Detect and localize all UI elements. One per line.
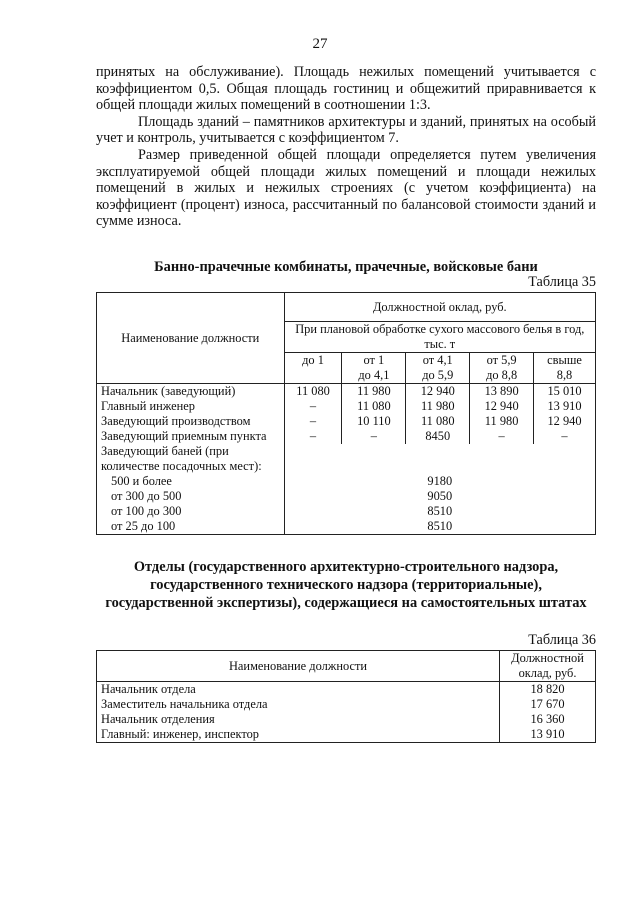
t35-range-b: до 8,8	[486, 368, 518, 382]
table-row	[97, 519, 596, 535]
t35-cell: –	[470, 429, 534, 444]
table-row	[97, 504, 596, 519]
t35-cell: –	[534, 429, 596, 444]
t35-header-salary: Должностной оклад, руб.	[284, 293, 595, 322]
t35-row-name: Главный инженер	[97, 399, 285, 414]
paragraph-2: Площадь зданий – памятников архитектуры и зданий, принятых на особый учет и контроль, учитывается с коэффициентом 7.	[96, 113, 596, 147]
t35-cell: 12 940	[470, 399, 534, 414]
table-row	[97, 384, 596, 400]
t35-range-a: от 5,9	[486, 353, 517, 367]
t36-row-name: Главный: инженер, инспектор	[97, 727, 500, 743]
t36-header-salary: Должностной оклад, руб.	[500, 651, 596, 682]
t35-row-name: Начальник (заведующий)	[97, 384, 285, 400]
t35-cell: 12 940	[406, 384, 470, 400]
table-row	[97, 712, 596, 727]
t35-range-a: до 1	[302, 353, 324, 367]
table35-caption: Таблица 35	[528, 274, 596, 290]
t35-bath-value: 9180	[284, 474, 595, 489]
t35-cell: –	[284, 429, 342, 444]
t36-row-name: Начальник отдела	[97, 682, 500, 698]
paragraph-1: принятых на обслуживание). Площадь нежилых помещений учитывается с коэффициентом 0,5. Общая площадь гостиниц и общежитий приравнивается к общей площади жилых помещений в соотношении 1:3.	[96, 64, 596, 114]
t36-row-value: 18 820	[500, 682, 596, 698]
t35-range-a: свыше	[547, 353, 582, 367]
t35-cell: 13 910	[534, 399, 596, 414]
table36-heading: Отделы (государственного архитектурно-строительного надзора, государственного технического надзора (территориальные), государственной экспертизы), содержащиеся на самостоятельных штатах	[105, 559, 587, 611]
t35-cell: 10 110	[342, 414, 406, 429]
t35-cell: 11 080	[342, 399, 406, 414]
t35-cell: 11 080	[284, 384, 342, 400]
t35-range-b: 8,8	[556, 368, 573, 382]
table-row	[97, 697, 596, 712]
t35-cell: –	[284, 414, 342, 429]
page-number: 27	[312, 36, 328, 52]
t35-range-a: от 1	[363, 353, 385, 367]
t35-range-2	[406, 353, 470, 384]
t35-bath-name: от 300 до 500	[97, 489, 285, 504]
table-35	[96, 292, 596, 535]
t36-row-name: Начальник отделения	[97, 712, 500, 727]
t36-row-name: Заместитель начальника отдела	[97, 697, 500, 712]
t35-range-4	[534, 353, 596, 384]
t35-cell: –	[342, 429, 406, 444]
t35-header-sub: При плановой обработке сухого массового белья в год, тыс. т	[284, 322, 595, 353]
table-row	[97, 682, 596, 698]
t36-header-name: Наименование должности	[97, 651, 500, 682]
t35-row-name: Заведующий производством	[97, 414, 285, 429]
t35-cell: 11 980	[470, 414, 534, 429]
t35-cell: 11 980	[342, 384, 406, 400]
t35-range-1	[342, 353, 406, 384]
t35-cell: 15 010	[534, 384, 596, 400]
paragraph-3: Размер приведенной общей площади определяется путем увеличения эксплуатируемой общей площади жилых помещений и площади нежилых помещений в жилых и нежилых строениях (с учетом коэффициента) на коэффициент (процент) износа, рассчитанный по балансовой стоимости зданий и сумме износа.	[96, 146, 596, 230]
table35-heading: Банно-прачечные комбинаты, прачечные, войсковые бани	[154, 259, 538, 275]
t35-cell: 13 890	[470, 384, 534, 400]
t35-range-a: от 4,1	[422, 353, 453, 367]
table-row	[97, 429, 596, 444]
body-text	[96, 64, 596, 230]
table-row	[97, 414, 596, 429]
table-row	[97, 489, 596, 504]
table36-caption: Таблица 36	[528, 632, 596, 648]
t35-bath-title: Заведующий баней (при количестве посадочных мест):	[97, 444, 285, 474]
t35-cell: 11 980	[406, 399, 470, 414]
table-row	[97, 399, 596, 414]
t35-bath-name: от 25 до 100	[97, 519, 285, 535]
t35-row-name: Заведующий приемным пункта	[97, 429, 285, 444]
table-row	[97, 727, 596, 743]
t35-range-b: до 4,1	[358, 368, 390, 382]
t36-row-value: 16 360	[500, 712, 596, 727]
table-row	[97, 474, 596, 489]
t35-bath-value: 8510	[284, 519, 595, 535]
t36-row-value: 17 670	[500, 697, 596, 712]
t35-cell: –	[284, 399, 342, 414]
t35-range-3	[470, 353, 534, 384]
t35-cell: 11 080	[406, 414, 470, 429]
table-36	[96, 650, 596, 743]
t35-cell: 8450	[406, 429, 470, 444]
t35-bath-name: 500 и более	[97, 474, 285, 489]
t35-bath-value: 8510	[284, 504, 595, 519]
t35-range-b: до 5,9	[422, 368, 454, 382]
t35-header-name: Наименование должности	[97, 293, 285, 384]
t35-range-0	[284, 353, 342, 384]
t36-row-value: 13 910	[500, 727, 596, 743]
t35-cell: 12 940	[534, 414, 596, 429]
t35-bath-name: от 100 до 300	[97, 504, 285, 519]
t35-bath-value: 9050	[284, 489, 595, 504]
